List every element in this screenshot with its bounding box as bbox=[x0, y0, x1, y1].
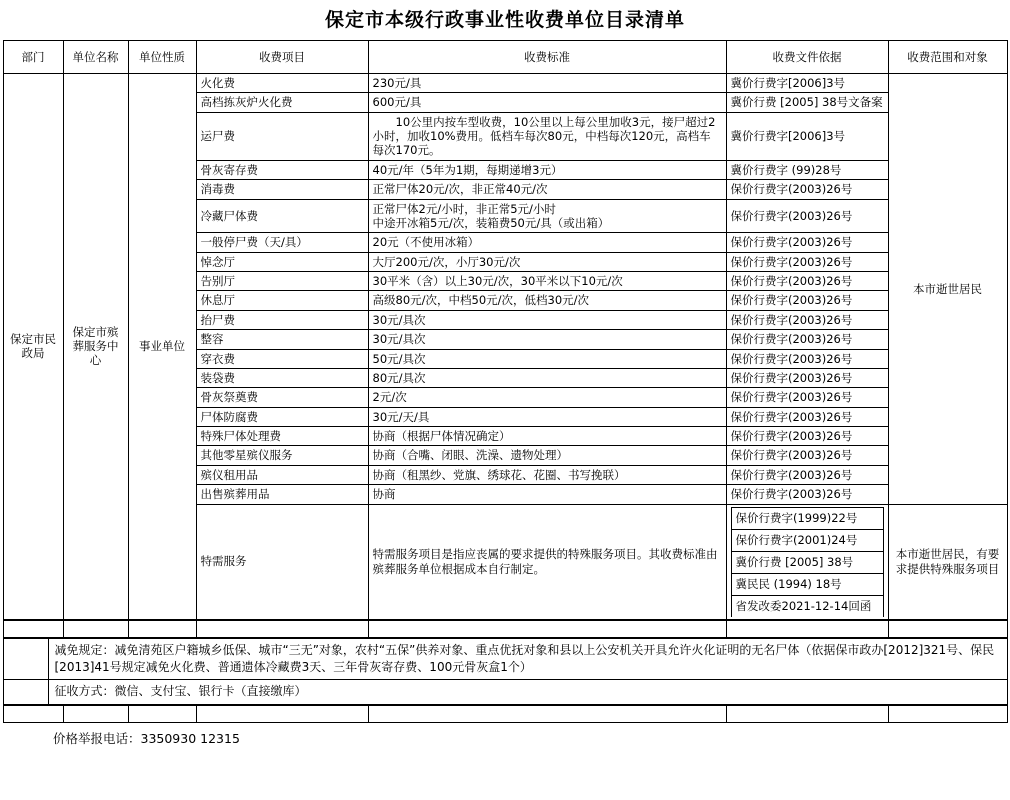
fee-basis-cell: 保价行费字(2003)26号 bbox=[726, 485, 888, 504]
blank-cell-basis bbox=[726, 620, 888, 637]
special-basis-cell: 保价行费字(1999)22号 bbox=[731, 507, 883, 529]
fee-standard-cell: 协商（租黑纱、党旗、绣球花、花圈、书写挽联） bbox=[368, 465, 726, 484]
column-header-fee-scope: 收费范围和对象 bbox=[888, 40, 1007, 73]
bottom-spacer-table bbox=[3, 705, 1008, 747]
special-basis-row bbox=[731, 595, 883, 617]
fee-basis-cell: 保价行费字(2003)26号 bbox=[726, 310, 888, 329]
footer-notes-table bbox=[3, 638, 1008, 705]
fee-basis-cell: 保价行费字(2003)26号 bbox=[726, 446, 888, 465]
fee-basis-cell: 冀价行费 [2005] 38号文备案 bbox=[726, 93, 888, 112]
fee-basis-cell: 保价行费字(2003)26号 bbox=[726, 465, 888, 484]
fee-item-cell: 尸体防腐费 bbox=[196, 407, 368, 426]
fee-item-cell: 火化费 bbox=[196, 73, 368, 92]
fee-item-cell: 装袋费 bbox=[196, 368, 368, 387]
column-header-unit-nature: 单位性质 bbox=[128, 40, 196, 73]
special-basis-cell: 省发改委2021-12-14回函 bbox=[731, 595, 883, 617]
fee-basis-cell: 保价行费字(2003)26号 bbox=[726, 407, 888, 426]
blank-spacer-table bbox=[3, 620, 1008, 638]
fee-item-cell: 抬尸费 bbox=[196, 310, 368, 329]
org-unit-name-cell: 保定市殡葬服务中心 bbox=[63, 73, 128, 619]
fee-item-cell: 其他零星殡仪服务 bbox=[196, 446, 368, 465]
fee-standard-cell: 230元/具 bbox=[368, 73, 726, 92]
fee-item-cell: 殡仪租用品 bbox=[196, 465, 368, 484]
reduction-note-gutter bbox=[3, 638, 48, 680]
fee-catalog-table bbox=[3, 40, 1008, 620]
special-fee-basis-group bbox=[726, 504, 888, 619]
fee-basis-cell: 保价行费字(2003)26号 bbox=[726, 272, 888, 291]
fee-basis-cell: 保价行费字(2003)26号 bbox=[726, 291, 888, 310]
table-body bbox=[3, 73, 1007, 619]
fee-basis-cell: 保价行费字(2003)26号 bbox=[726, 368, 888, 387]
header-row bbox=[3, 40, 1007, 73]
fee-basis-cell: 保价行费字(2003)26号 bbox=[726, 330, 888, 349]
fee-standard-cell: 大厅200元/次，小厅30元/次 bbox=[368, 252, 726, 271]
fee-basis-cell: 冀价行费字[2006]3号 bbox=[726, 112, 888, 160]
fee-standard-cell: 50元/具次 bbox=[368, 349, 726, 368]
fee-basis-cell: 冀价行费字[2006]3号 bbox=[726, 73, 888, 92]
fee-standard-cell: 20元（不使用冰箱） bbox=[368, 233, 726, 252]
special-basis-cell: 冀民民 (1994) 18号 bbox=[731, 573, 883, 595]
fee-standard-cell: 40元/年（5年为1期，每期递增3元） bbox=[368, 160, 726, 179]
fee-item-cell: 休息厅 bbox=[196, 291, 368, 310]
collection-method-row bbox=[3, 680, 1007, 704]
fee-item-cell: 一般停尸费（天/具） bbox=[196, 233, 368, 252]
special-basis-row bbox=[731, 551, 883, 573]
collection-method-gutter bbox=[3, 680, 48, 704]
fee-scope-cell: 本市逝世居民 bbox=[888, 73, 1007, 504]
special-basis-row bbox=[731, 507, 883, 529]
special-basis-cell: 保价行费字(2001)24号 bbox=[731, 529, 883, 551]
bottom-blank-row bbox=[3, 705, 1007, 722]
special-fee-standard-cell: 特需服务项目是指应丧属的要求提供的特殊服务项目。其收费标准由殡葬服务单位根据成本自行制定。 bbox=[368, 504, 726, 619]
special-fee-item-cell: 特需服务 bbox=[196, 504, 368, 619]
column-header-unit-name: 单位名称 bbox=[63, 40, 128, 73]
fee-standard-cell: 协商（根据尸体情况确定） bbox=[368, 427, 726, 446]
special-basis-cell: 冀价行费 [2005] 38号 bbox=[731, 551, 883, 573]
bottom-blank-cell-nature bbox=[128, 705, 196, 722]
blank-cell-standard bbox=[368, 620, 726, 637]
fee-item-cell: 运尸费 bbox=[196, 112, 368, 160]
fee-item-cell: 出售殡葬用品 bbox=[196, 485, 368, 504]
blank-cell-unit bbox=[63, 620, 128, 637]
fee-basis-cell: 保价行费字(2003)26号 bbox=[726, 349, 888, 368]
fee-basis-cell: 保价行费字(2003)26号 bbox=[726, 388, 888, 407]
fee-item-cell: 告别厅 bbox=[196, 272, 368, 291]
bottom-blank-cell-dept bbox=[3, 705, 63, 722]
fee-basis-cell: 保价行费字(2003)26号 bbox=[726, 233, 888, 252]
fee-standard-cell: 80元/具次 bbox=[368, 368, 726, 387]
bottom-blank-cell-unit bbox=[63, 705, 128, 722]
fee-basis-cell: 冀价行费字 (99)28号 bbox=[726, 160, 888, 179]
fee-item-cell: 骨灰寄存费 bbox=[196, 160, 368, 179]
special-basis-row bbox=[731, 573, 883, 595]
fee-standard-cell: 30平米（含）以上30元/次，30平米以下10元/次 bbox=[368, 272, 726, 291]
fee-standard-cell: 30元/天/具 bbox=[368, 407, 726, 426]
fee-standard-cell: 协商（合嘴、闭眼、洗澡、遗物处理） bbox=[368, 446, 726, 465]
org-dept-cell: 保定市民政局 bbox=[3, 73, 63, 619]
blank-cell-dept bbox=[3, 620, 63, 637]
column-header-fee-basis: 收费文件依据 bbox=[726, 40, 888, 73]
bottom-blank-cell-basis bbox=[726, 705, 888, 722]
hotline-row bbox=[3, 722, 1007, 747]
fee-standard-cell: 协商 bbox=[368, 485, 726, 504]
blank-cell-nature bbox=[128, 620, 196, 637]
org-unit-nature-cell: 事业单位 bbox=[128, 73, 196, 619]
fee-item-cell: 冷藏尸体费 bbox=[196, 199, 368, 233]
price-report-hotline: 价格举报电话：3350930 12315 bbox=[53, 730, 240, 746]
fee-standard-cell: 正常尸体2元/小时，非正常5元/小时 中途开冰箱5元/次，装箱费50元/具（或出箱） bbox=[368, 199, 726, 233]
blank-row bbox=[3, 620, 1007, 637]
collection-method-text: 征收方式：微信、支付宝、银行卡（直接缴库） bbox=[48, 680, 1007, 704]
table-row bbox=[3, 73, 1007, 92]
fee-item-cell: 整容 bbox=[196, 330, 368, 349]
fee-item-cell: 高档拣灰炉火化费 bbox=[196, 93, 368, 112]
special-fee-scope-cell: 本市逝世居民，有要求提供特殊服务项目 bbox=[888, 504, 1007, 619]
fee-item-cell: 穿衣费 bbox=[196, 349, 368, 368]
blank-cell-item bbox=[196, 620, 368, 637]
column-header-fee-item: 收费项目 bbox=[196, 40, 368, 73]
reduction-note-text: 减免规定：减免清苑区户籍城乡低保、城市“三无”对象，农村“五保”供养对象、重点优抚对象和县以上公安机关开具允许火化证明的无名尸体（依据保市政办[2012]321号、保民[2013]41号规定减免火化费、普通遗体冷藏费3天、三年骨灰寄存费、100元骨灰盒1个） bbox=[48, 638, 1007, 680]
table-header bbox=[3, 40, 1007, 73]
fee-standard-cell: 30元/具次 bbox=[368, 310, 726, 329]
fee-item-cell: 消毒费 bbox=[196, 180, 368, 199]
fee-standard-cell: 2元/次 bbox=[368, 388, 726, 407]
fee-standard-cell: 600元/具 bbox=[368, 93, 726, 112]
column-header-dept: 部门 bbox=[3, 40, 63, 73]
fee-item-cell: 骨灰祭奠费 bbox=[196, 388, 368, 407]
fee-standard-cell: 高级80元/次，中档50元/次，低档30元/次 bbox=[368, 291, 726, 310]
special-basis-row bbox=[731, 529, 883, 551]
bottom-blank-cell-item bbox=[196, 705, 368, 722]
fee-item-cell: 悼念厅 bbox=[196, 252, 368, 271]
bottom-blank-cell-scope bbox=[888, 705, 1007, 722]
page-title: 保定市本级行政事业性收费单位目录清单 bbox=[324, 9, 685, 31]
fee-standard-cell: 30元/具次 bbox=[368, 330, 726, 349]
fee-basis-cell: 保价行费字(2003)26号 bbox=[726, 427, 888, 446]
fee-standard-cell: 正常尸体20元/次，非正常40元/次 bbox=[368, 180, 726, 199]
column-header-fee-standard: 收费标准 bbox=[368, 40, 726, 73]
fee-standard-cell: 10公里内按车型收费，10公里以上每公里加收3元，接尸超过2小时，加收10%费用。低档车每次80元，中档每次120元，高档车每次170元。 bbox=[368, 112, 726, 160]
fee-basis-cell: 保价行费字(2003)26号 bbox=[726, 180, 888, 199]
fee-basis-cell: 保价行费字(2003)26号 bbox=[726, 199, 888, 233]
fee-item-cell: 特殊尸体处理费 bbox=[196, 427, 368, 446]
fee-basis-cell: 保价行费字(2003)26号 bbox=[726, 252, 888, 271]
reduction-note-row bbox=[3, 638, 1007, 680]
blank-cell-scope bbox=[888, 620, 1007, 637]
bottom-blank-cell-standard bbox=[368, 705, 726, 722]
